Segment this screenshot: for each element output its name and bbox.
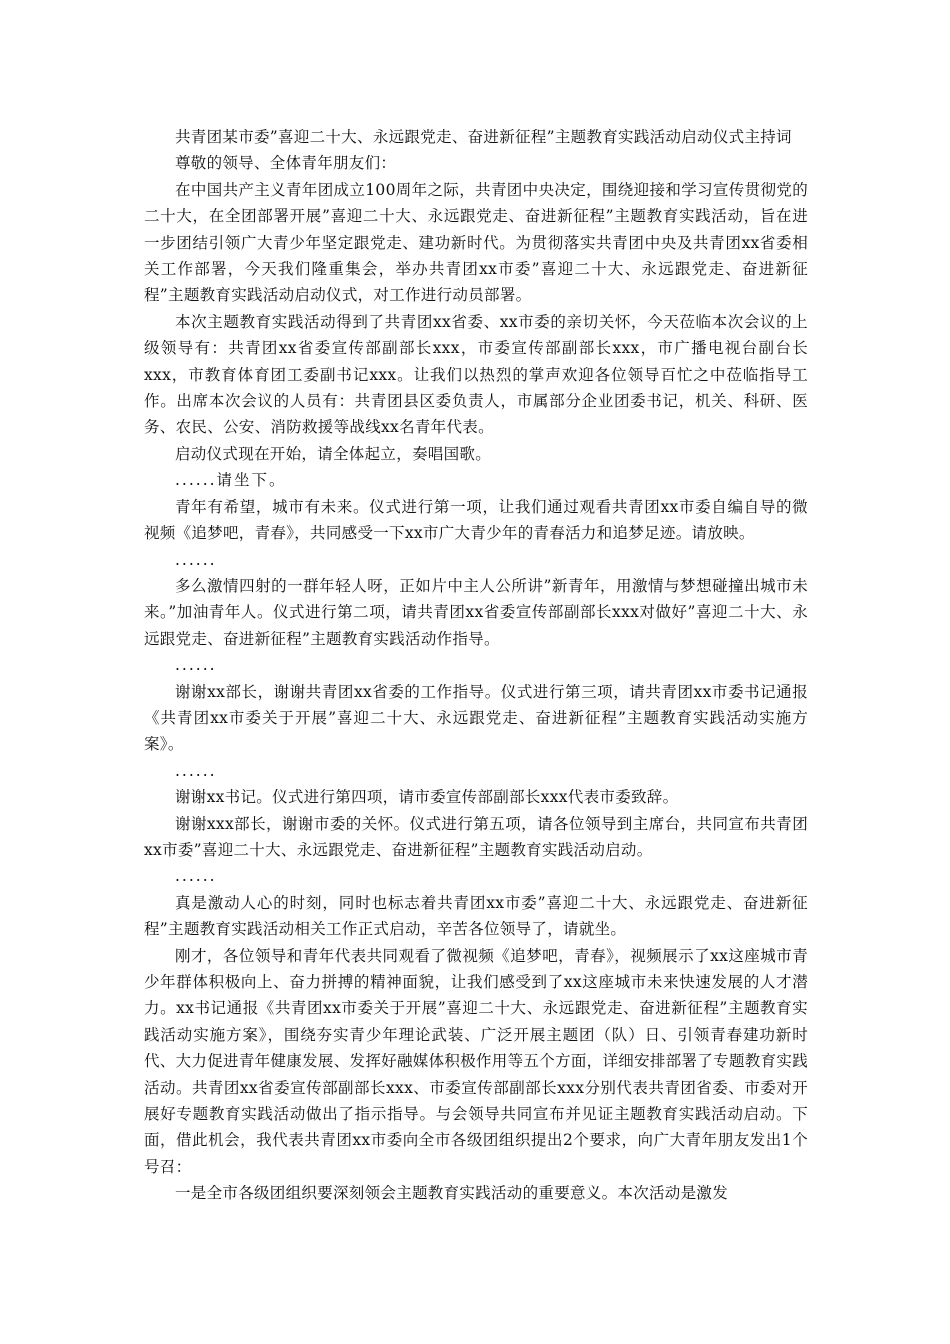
- body-paragraph: 谢谢xx部长，谢谢共青团xx省委的工作指导。仪式进行第三项，请共青团xx市委书记通报《共青团xx市委关于开展”喜迎二十大、永远跟党走、奋进新征程”主题教育实践活动实施方案》。: [144, 682, 808, 754]
- body-paragraph: 谢谢xx书记。仪式进行第四项，请市委宣传部副部长xxx代表市委致辞。: [175, 788, 679, 807]
- body-paragraph: 真是激动人心的时刻，同时也标志着共青团xx市委”喜迎二十大、永远跟党走、奋进新征程”主题教育实践活动相关工作正式启动，辛苦各位领导了，请就坐。: [144, 893, 808, 939]
- ellipsis-line: ......: [175, 656, 217, 675]
- ellipsis-line: ......: [175, 867, 217, 886]
- document-title: 共青团某市委”喜迎二十大、永远跟党走、奋进新征程”主题教育实践活动启动仪式主持词: [175, 128, 792, 146]
- body-paragraph: 启动仪式现在开始，请全体起立，奏唱国歌。: [175, 444, 492, 463]
- body-paragraph: 在中国共产主义青年团成立100周年之际，共青团中央决定，围绕迎接和学习宣传贯彻党的二十大，在全团部署开展”喜迎二十大、永远跟党走、奋进新征程”主题教育实践活动，旨在进一步团结引领广大青少年坚定跟党走、建功新时代。为贯彻落实共青团中央及共青团xx省委相关工作部署，今天我们隆重集会，举办共青团xx市委”喜迎二十大、永远跟党走、奋进新征程”主题教育实践活动启动仪式，对工作进行动员部署。: [144, 180, 808, 305]
- salutation: 尊敬的领导、全体青年朋友们：: [175, 154, 397, 173]
- document-body: [144, 124, 808, 1207]
- body-paragraph: 一是全市各级团组织要深刻领会主题教育实践活动的重要意义。本次活动是激发: [175, 1184, 729, 1203]
- body-paragraph: 谢谢xxx部长，谢谢市委的关怀。仪式进行第五项，请各位领导到主席台，共同宣布共青团xx市委”喜迎二十大、永远跟党走、奋进新征程”主题教育实践活动启动。: [144, 814, 808, 859]
- body-paragraph: 本次主题教育实践活动得到了共青团xx省委、xx市委的亲切关怀，今天莅临本次会议的上级领导有：共青团xx省委宣传部副部长xxx，市委宣传部副部长xxx，市广播电视台副台长xxx，市教育体育团工委副书记xxx。让我们以热烈的掌声欢迎各位领导百忙之中莅临指导工作。出席本次会议的人员有：共青团县区委负责人，市属部分企业团委书记，机关、科研、医务、农民、公安、消防救援等战线xx名青年代表。: [144, 312, 808, 437]
- ellipsis-line: ......: [175, 550, 217, 569]
- body-paragraph: 刚才，各位领导和青年代表共同观看了微视频《追梦吧，青春》，视频展示了xx这座城市青少年群体积极向上、奋力拼搏的精神面貌，让我们感受到了xx这座城市未来快速发展的人才潜力。xx书记通报《共青团xx市委关于开展”喜迎二十大、永远跟党走、奋进新征程”主题教育实践活动实施方案》，围绕夯实青少年理论武装、广泛开展主题团（队）日、引领青春建功新时代、大力促进青年健康发展、发挥好融媒体积极作用等五个方面，详细安排部署了专题教育实践活动。共青团xx省委宣传部副部长xxx、市委宣传部副部长xxx分别代表共青团省委、市委对开展好专题教育实践活动做出了指示指导。与会领导共同宣布并见证主题教育实践活动启动。下面，借此机会，我代表共青团xx市委向全市各级团组织提出2个要求，向广大青年朋友发出1个号召：: [144, 946, 808, 1176]
- body-paragraph: 青年有希望，城市有未来。仪式进行第一项，让我们通过观看共青团xx市委自编自导的微视频《追梦吧，青春》，共同感受一下xx市广大青少年的青春活力和追梦足迹。请放映。: [144, 497, 808, 543]
- ellipsis-line: ......: [175, 761, 217, 780]
- body-paragraph: ......请坐下。: [175, 471, 287, 490]
- body-paragraph: 多么激情四射的一群年轻人呀，正如片中主人公所讲”新青年，用激情与梦想碰撞出城市未来。”加油青年人。仪式进行第二项，请共青团xx省委宣传部副部长xxx对做好”喜迎二十大、永远跟党走、奋进新征程”主题教育实践活动作指导。: [144, 576, 808, 648]
